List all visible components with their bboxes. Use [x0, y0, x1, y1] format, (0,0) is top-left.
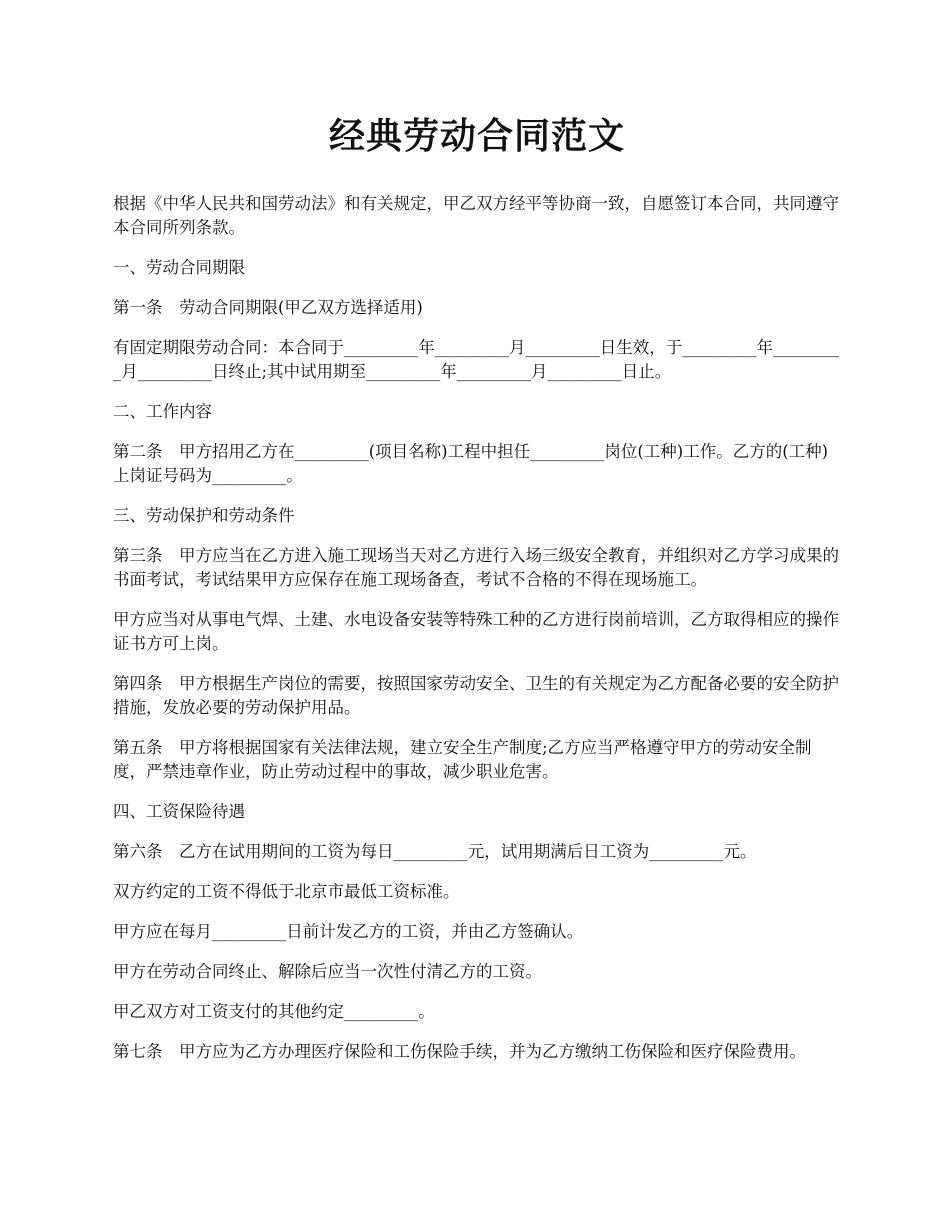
paragraph-pay-date: 甲方应在每月_________日前计发乙方的工资，并由乙方签确认。	[113, 922, 584, 941]
section-heading-4: 四、工资保险待遇	[113, 802, 245, 821]
article-3: 第三条 甲方应当在乙方进入施工现场当天对乙方进行入场三级安全教育，并组织对乙方学习成果的书面考试，考试结果甲方应保存在施工现场备查，考试不合格的不得在现场施工。	[113, 546, 839, 589]
document-title: 经典劳动合同范文	[328, 115, 625, 157]
paragraph-min-wage: 双方约定的工资不得低于北京市最低工资标准。	[113, 882, 460, 901]
paragraph-preamble: 根据《中华人民共和国劳动法》和有关规定，甲乙双方经平等协商一致，自愿签订本合同，共同遵守本合同所列条款。	[113, 194, 839, 237]
paragraph-other-agreement: 甲乙双方对工资支付的其他约定_________。	[113, 1002, 435, 1021]
article-5: 第五条 甲方将根据国家有关法律法规，建立安全生产制度;乙方应当严格遵守甲方的劳动安全制度，严禁违章作业，防止劳动过程中的事故，减少职业危害。	[113, 738, 812, 781]
section-heading-2: 二、工作内容	[113, 402, 212, 421]
paragraph-final-pay: 甲方在劳动合同终止、解除后应当一次性付清乙方的工资。	[113, 962, 542, 981]
paragraph-fixed-term: 有固定期限劳动合同：本合同于_________年_________月_________日生效，于_________年_________月_________日终止;其中试用期至_________年_________月_________日止。	[113, 338, 839, 381]
article-7: 第七条 甲方应为乙方办理医疗保险和工伤保险手续，并为乙方缴纳工伤保险和医疗保险费用。	[113, 1042, 806, 1061]
document-page	[113, 110, 841, 1080]
article-6: 第六条 乙方在试用期间的工资为每日_________元，试用期满后日工资为_________元。	[113, 842, 757, 861]
paragraph-special-training: 甲方应当对从事电气焊、土建、水电设备安装等特殊工种的乙方进行岗前培训，乙方取得相应的操作证书方可上岗。	[113, 610, 839, 653]
article-1: 第一条 劳动合同期限(甲乙双方选择适用)	[113, 298, 423, 317]
article-2: 第二条 甲方招用乙方在_________(项目名称)工程中担任_________岗位(工种)工作。乙方的(工种)上岗证号码为_________。	[113, 442, 829, 485]
section-heading-3: 三、劳动保护和劳动条件	[113, 506, 295, 525]
article-4: 第四条 甲方根据生产岗位的需要，按照国家劳动安全、卫生的有关规定为乙方配备必要的安全防护措施，发放必要的劳动保护用品。	[113, 674, 839, 717]
section-heading-1: 一、劳动合同期限	[113, 258, 245, 277]
